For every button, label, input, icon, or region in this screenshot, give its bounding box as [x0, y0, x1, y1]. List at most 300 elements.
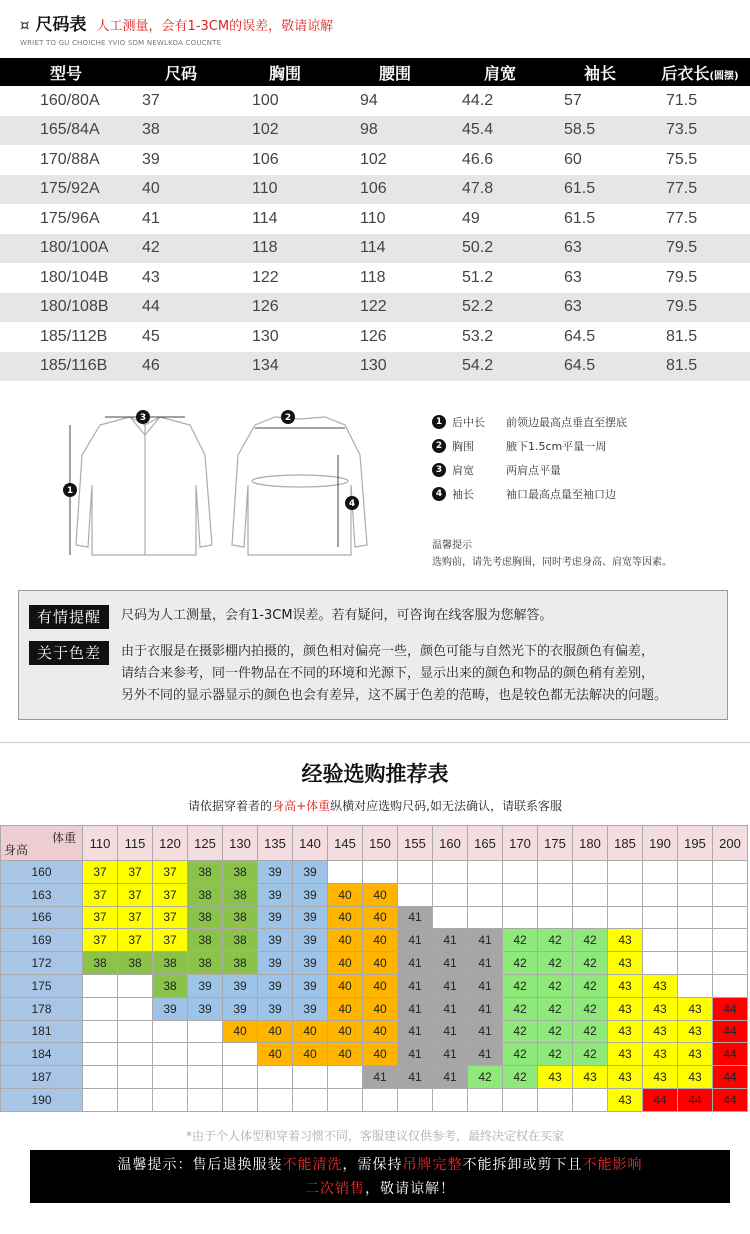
size-recommend-cell: 41 [468, 952, 503, 975]
size-recommend-cell: 42 [538, 997, 573, 1020]
legend-number: 1 [432, 415, 446, 429]
size-recommend-cell: 43 [608, 1088, 643, 1111]
notice-highlight: 二次销售 [305, 1181, 365, 1197]
notice-part: 温馨提示：售后退换服装 [117, 1157, 283, 1173]
size-cell: 46.6 [462, 150, 494, 168]
size-recommend-cell: 43 [608, 974, 643, 997]
size-cell: 51.2 [462, 268, 494, 286]
legend-desc: 两肩点平量 [506, 464, 561, 477]
size-row [0, 293, 750, 323]
size-recommend-cell: 43 [678, 1043, 713, 1066]
size-cell: 77.5 [666, 209, 698, 227]
size-recommend-cell: 39 [258, 997, 293, 1020]
size-cell: 45.4 [450, 116, 550, 146]
size-recommend-cell [538, 1088, 573, 1111]
size-recommend-cell [678, 883, 713, 906]
size-recommend-cell [153, 1043, 188, 1066]
size-chart-header [20, 10, 740, 50]
size-recommend-cell: 41 [363, 1066, 398, 1089]
size-recommend-cell: 42 [573, 974, 608, 997]
header-subtitle: WRIET TO GU CHOICHE YVIO SDM NEWLKOA COUCNTE [20, 39, 222, 47]
size-cell: 180/104B [40, 268, 109, 286]
size-recommend-cell: 37 [83, 906, 118, 929]
size-recommend-cell: 37 [153, 861, 188, 884]
size-recommend-cell: 41 [468, 974, 503, 997]
size-recommend-cell [678, 906, 713, 929]
size-cell: 81.5 [666, 327, 698, 345]
size-recommend-cell: 40 [363, 952, 398, 975]
size-recommend-cell [503, 861, 538, 884]
size-recommend-cell: 40 [328, 906, 363, 929]
size-recommend-cell [83, 1066, 118, 1089]
size-recommend-cell: 37 [118, 861, 153, 884]
grid-row [1, 997, 748, 1020]
size-recommend-cell [328, 861, 363, 884]
size-cell: 126 [360, 327, 387, 345]
size-recommend-cell [503, 906, 538, 929]
size-cell: 118 [360, 268, 386, 286]
weight-header: 110 [83, 826, 118, 861]
size-recommend-cell [713, 929, 748, 952]
size-cell: 98 [340, 116, 450, 146]
size-recommend-cell: 39 [293, 952, 328, 975]
size-recommend-cell [538, 906, 573, 929]
size-recommend-cell [293, 1066, 328, 1089]
size-recommend-cell: 42 [573, 1043, 608, 1066]
size-recommend-cell: 40 [363, 997, 398, 1020]
height-label: 172 [1, 952, 83, 975]
size-recommend-cell: 37 [153, 906, 188, 929]
color-diff-line: 另外不同的显示器显示的颜色也会有差异，这不属于色差的范畴，也是较色都无法解决的问题。 [121, 688, 668, 703]
size-recommend-cell: 42 [538, 929, 573, 952]
recommend-subtitle [0, 797, 750, 814]
size-recommend-cell [363, 861, 398, 884]
size-recommend-cell [153, 1088, 188, 1111]
size-recommend-cell: 39 [258, 974, 293, 997]
size-recommend-cell: 42 [503, 929, 538, 952]
size-recommend-cell: 44 [713, 1066, 748, 1089]
size-recommend-cell: 38 [223, 906, 258, 929]
weight-header: 185 [608, 826, 643, 861]
size-recommend-cell [188, 1043, 223, 1066]
size-cell: 63 [550, 234, 650, 264]
after-sale-notice [30, 1150, 730, 1203]
size-cell: 39 [142, 150, 160, 168]
size-cell: 50.2 [450, 234, 550, 264]
marker-label: 4 [348, 499, 356, 509]
size-recommend-cell [678, 952, 713, 975]
size-recommend-cell: 42 [503, 1043, 538, 1066]
weight-header: 150 [363, 826, 398, 861]
size-cell: 170/88A [40, 150, 100, 168]
legend-item [432, 482, 742, 506]
size-recommend-cell: 42 [573, 1020, 608, 1043]
size-cell: 110 [230, 175, 340, 205]
size-cell: 52.2 [450, 293, 550, 323]
size-recommend-cell: 39 [293, 974, 328, 997]
size-recommend-cell [468, 883, 503, 906]
size-recommend-cell: 38 [153, 952, 188, 975]
size-recommend-cell: 44 [713, 1020, 748, 1043]
size-recommend-cell: 41 [398, 952, 433, 975]
size-recommend-cell [433, 906, 468, 929]
size-recommend-cell: 37 [118, 883, 153, 906]
size-recommend-cell [468, 1088, 503, 1111]
color-diff-item [29, 641, 667, 707]
size-recommend-cell [643, 861, 678, 884]
size-recommend-cell: 37 [83, 883, 118, 906]
size-recommend-cell [713, 861, 748, 884]
size-cell: 134 [230, 352, 340, 382]
size-recommend-cell: 39 [258, 906, 293, 929]
size-recommend-cell: 41 [398, 1066, 433, 1089]
size-recommend-cell: 41 [433, 952, 468, 975]
size-recommend-cell [608, 861, 643, 884]
weight-header: 155 [398, 826, 433, 861]
size-recommend-cell: 38 [223, 929, 258, 952]
height-label: 175 [1, 974, 83, 997]
size-cell: 46 [132, 352, 230, 382]
legend-desc: 袖口最高点量至袖口边 [506, 488, 616, 501]
color-diff-tag: 关于色差 [29, 641, 109, 665]
size-cell: 40 [132, 175, 230, 205]
size-cell: 130 [340, 352, 450, 382]
size-recommend-cell [573, 906, 608, 929]
size-cell: 37 [142, 91, 160, 109]
size-recommend-cell: 38 [153, 974, 188, 997]
height-label: 166 [1, 906, 83, 929]
size-recommend-cell [118, 1020, 153, 1043]
size-recommend-cell [713, 883, 748, 906]
size-recommend-cell [713, 974, 748, 997]
size-recommend-cell: 41 [468, 997, 503, 1020]
size-recommend-cell: 41 [433, 1066, 468, 1089]
size-recommend-cell: 41 [433, 929, 468, 952]
size-recommend-cell: 40 [258, 1020, 293, 1043]
size-recommend-cell: 38 [83, 952, 118, 975]
size-recommend-cell: 42 [503, 1020, 538, 1043]
size-recommend-cell: 39 [223, 974, 258, 997]
size-recommend-cell: 40 [328, 952, 363, 975]
size-recommend-cell: 40 [328, 929, 363, 952]
size-cell: 79.5 [650, 234, 750, 264]
size-recommend-cell [678, 974, 713, 997]
size-recommend-cell: 43 [608, 1043, 643, 1066]
grid-row [1, 883, 748, 906]
size-recommend-cell: 44 [713, 997, 748, 1020]
size-recommend-cell [713, 952, 748, 975]
legend-desc: 前领边最高点垂直至摆底 [506, 416, 627, 429]
back-shirt-outline [232, 417, 367, 555]
size-recommend-cell: 43 [538, 1066, 573, 1089]
size-recommend-cell [398, 861, 433, 884]
notice-highlight: 吊牌完整 [402, 1157, 463, 1173]
notice-highlight: 不能清洗 [282, 1157, 343, 1173]
size-cell: 77.5 [650, 175, 750, 205]
height-label: 160 [1, 861, 83, 884]
size-recommend-cell: 41 [398, 1043, 433, 1066]
size-cell: 64.5 [564, 327, 596, 345]
grid-row [1, 906, 748, 929]
size-cell: 106 [252, 150, 279, 168]
notice-part: 不能拆卸或剪下且 [462, 1157, 583, 1173]
size-cell: 42 [132, 234, 230, 264]
height-label: 163 [1, 883, 83, 906]
size-recommend-cell [573, 861, 608, 884]
grid-corner [1, 826, 83, 861]
legend-item [432, 434, 742, 458]
size-cell: 106 [340, 175, 450, 205]
size-recommend-cell: 42 [538, 952, 573, 975]
size-recommend-cell: 42 [503, 952, 538, 975]
size-recommend-cell: 40 [328, 974, 363, 997]
recommend-grid [0, 825, 748, 1112]
size-recommend-cell: 37 [153, 929, 188, 952]
height-label: 178 [1, 997, 83, 1020]
grid-row [1, 1088, 748, 1111]
size-cell: 175/96A [40, 209, 100, 227]
size-cell: 130 [252, 327, 279, 345]
size-cell: 160/80A [40, 91, 100, 109]
height-label: 181 [1, 1020, 83, 1043]
size-recommend-cell [223, 1088, 258, 1111]
size-cell: 54.2 [450, 352, 550, 382]
size-recommend-cell [118, 1043, 153, 1066]
legend-name: 袖长 [452, 488, 474, 501]
size-cell: 63 [550, 293, 650, 323]
size-recommend-cell [468, 906, 503, 929]
warm-tips [432, 537, 672, 571]
size-recommend-cell: 38 [188, 929, 223, 952]
size-recommend-cell [188, 1020, 223, 1043]
size-recommend-cell: 41 [398, 1020, 433, 1043]
size-recommend-cell [573, 883, 608, 906]
size-recommend-cell: 38 [223, 883, 258, 906]
size-row [0, 263, 750, 293]
size-recommend-cell: 41 [468, 1043, 503, 1066]
legend-name: 肩宽 [452, 464, 474, 477]
corner-weight-label: 体重 [51, 831, 76, 845]
legend-item [432, 410, 742, 434]
weight-header: 145 [328, 826, 363, 861]
size-recommend-cell: 40 [258, 1043, 293, 1066]
legend-name: 胸围 [452, 440, 474, 453]
size-recommend-cell: 38 [188, 906, 223, 929]
size-recommend-cell: 38 [188, 883, 223, 906]
size-cell: 185/116B [0, 352, 132, 382]
grid-row [1, 1066, 748, 1089]
marker-label: 2 [284, 413, 292, 423]
color-diff-text [121, 641, 667, 707]
size-recommend-cell: 43 [643, 1020, 678, 1043]
col-header: 胸围 [230, 58, 340, 86]
size-cell: 94 [360, 91, 378, 109]
size-recommend-cell: 37 [83, 929, 118, 952]
size-cell: 53.2 [462, 327, 494, 345]
grid-row [1, 929, 748, 952]
legend-number: 4 [432, 487, 446, 501]
size-recommend-cell: 38 [188, 952, 223, 975]
height-label: 187 [1, 1066, 83, 1089]
grid-row [1, 952, 748, 975]
size-recommend-cell [223, 1043, 258, 1066]
col-header-suffix: (圆摆) [709, 70, 739, 82]
notice-part: ，敬请谅解！ [365, 1181, 455, 1197]
size-recommend-cell [608, 906, 643, 929]
size-recommend-cell [678, 861, 713, 884]
size-recommend-cell: 42 [538, 974, 573, 997]
size-recommend-cell [643, 952, 678, 975]
size-recommend-cell [678, 929, 713, 952]
grid-header-row [1, 826, 748, 861]
measurement-legend [432, 410, 742, 506]
size-recommend-cell: 40 [223, 1020, 258, 1043]
size-cell: 122 [340, 293, 450, 323]
size-recommend-cell: 39 [293, 997, 328, 1020]
size-cell: 185/112B [40, 327, 108, 345]
col-header: 后衣长 [661, 63, 710, 83]
size-recommend-cell: 39 [188, 997, 223, 1020]
size-recommend-cell: 38 [118, 952, 153, 975]
size-recommend-cell: 37 [118, 929, 153, 952]
notice-part: ，需保持 [342, 1157, 403, 1173]
size-recommend-cell [153, 1066, 188, 1089]
size-cell: 47.8 [450, 175, 550, 205]
legend-desc: 腋下1.5cm平量一周 [506, 440, 607, 453]
size-cell: 41 [142, 209, 160, 227]
size-cell: 122 [252, 268, 279, 286]
size-recommend-cell [223, 1066, 258, 1089]
weight-header: 115 [118, 826, 153, 861]
size-recommend-cell: 40 [328, 883, 363, 906]
weight-header: 140 [293, 826, 328, 861]
size-recommend-cell: 40 [363, 906, 398, 929]
notice-box [18, 590, 728, 720]
size-recommend-cell [83, 1088, 118, 1111]
size-recommend-cell: 40 [363, 1043, 398, 1066]
size-cell: 49 [462, 209, 480, 227]
weight-header: 120 [153, 826, 188, 861]
col-header: 腰围 [340, 58, 450, 86]
corner-height-label: 身高 [4, 843, 29, 857]
legend-number: 2 [432, 439, 446, 453]
size-row [0, 175, 750, 205]
marker-label: 1 [66, 486, 74, 496]
front-shirt-outline [76, 417, 212, 555]
size-recommend-cell [538, 883, 573, 906]
size-recommend-cell: 38 [223, 952, 258, 975]
size-recommend-cell [398, 1088, 433, 1111]
size-row [0, 145, 750, 175]
size-recommend-cell: 39 [258, 883, 293, 906]
size-recommend-cell: 41 [433, 1020, 468, 1043]
size-recommend-cell: 42 [503, 997, 538, 1020]
size-recommend-cell: 43 [608, 952, 643, 975]
weight-header: 200 [713, 826, 748, 861]
size-recommend-cell: 41 [468, 1020, 503, 1043]
size-recommend-cell: 40 [363, 974, 398, 997]
col-header: 袖长 [550, 58, 650, 86]
size-row [0, 234, 750, 264]
size-recommend-cell: 40 [293, 1043, 328, 1066]
size-row [0, 116, 750, 146]
size-recommend-cell [118, 997, 153, 1020]
size-cell: 60 [564, 150, 582, 168]
size-cell: 61.5 [550, 175, 650, 205]
size-recommend-cell: 40 [363, 1020, 398, 1043]
reminder-item [29, 605, 553, 629]
size-cell: 61.5 [564, 209, 596, 227]
size-recommend-cell: 43 [643, 1066, 678, 1089]
col-header: 尺码 [132, 58, 230, 86]
grid-row [1, 1043, 748, 1066]
size-recommend-cell: 38 [223, 861, 258, 884]
size-recommend-cell [118, 974, 153, 997]
size-cell: 38 [132, 116, 230, 146]
measurement-note: 人工测量，会有1-3CM的误差，敬请谅解 [96, 19, 334, 34]
size-recommend-cell: 41 [433, 974, 468, 997]
size-cell: 43 [142, 268, 160, 286]
size-recommend-cell: 39 [258, 861, 293, 884]
marker-label: 3 [139, 413, 147, 423]
size-row [0, 322, 750, 352]
size-recommend-cell: 42 [573, 997, 608, 1020]
size-recommend-cell [258, 1088, 293, 1111]
size-recommend-cell: 44 [643, 1088, 678, 1111]
size-recommend-cell [363, 1088, 398, 1111]
size-recommend-cell: 43 [573, 1066, 608, 1089]
size-cell: 180/108B [0, 293, 132, 323]
size-recommend-cell [118, 1066, 153, 1089]
col-header: 型号 [0, 58, 132, 86]
size-cell: 100 [252, 91, 279, 109]
size-cell: 110 [360, 209, 386, 227]
weight-header: 170 [503, 826, 538, 861]
size-recommend-cell [608, 883, 643, 906]
size-recommend-cell: 41 [398, 997, 433, 1020]
size-recommend-cell [433, 883, 468, 906]
size-row [0, 352, 750, 382]
size-recommend-cell: 39 [258, 929, 293, 952]
size-recommend-cell [328, 1066, 363, 1089]
size-recommend-cell [643, 883, 678, 906]
size-recommend-cell: 43 [678, 1020, 713, 1043]
size-cell: 44.2 [462, 91, 494, 109]
size-recommend-cell [468, 861, 503, 884]
size-row [0, 204, 750, 234]
weight-header: 165 [468, 826, 503, 861]
weight-header: 125 [188, 826, 223, 861]
size-recommend-cell [398, 883, 433, 906]
height-label: 169 [1, 929, 83, 952]
page-title: 尺码表 [35, 15, 87, 35]
size-table-header [0, 58, 750, 86]
size-row [0, 86, 750, 116]
size-cell: 118 [230, 234, 340, 264]
size-recommend-cell: 44 [713, 1043, 748, 1066]
size-recommend-cell [83, 974, 118, 997]
size-recommend-cell: 37 [118, 906, 153, 929]
size-recommend-cell: 39 [258, 952, 293, 975]
size-table [0, 58, 750, 381]
height-label: 190 [1, 1088, 83, 1111]
size-cell: 64.5 [550, 352, 650, 382]
size-cell: 114 [252, 209, 278, 227]
size-cell: 63 [564, 268, 582, 286]
size-recommend-cell [258, 1066, 293, 1089]
legend-name: 后中长 [452, 416, 485, 429]
height-label: 184 [1, 1043, 83, 1066]
